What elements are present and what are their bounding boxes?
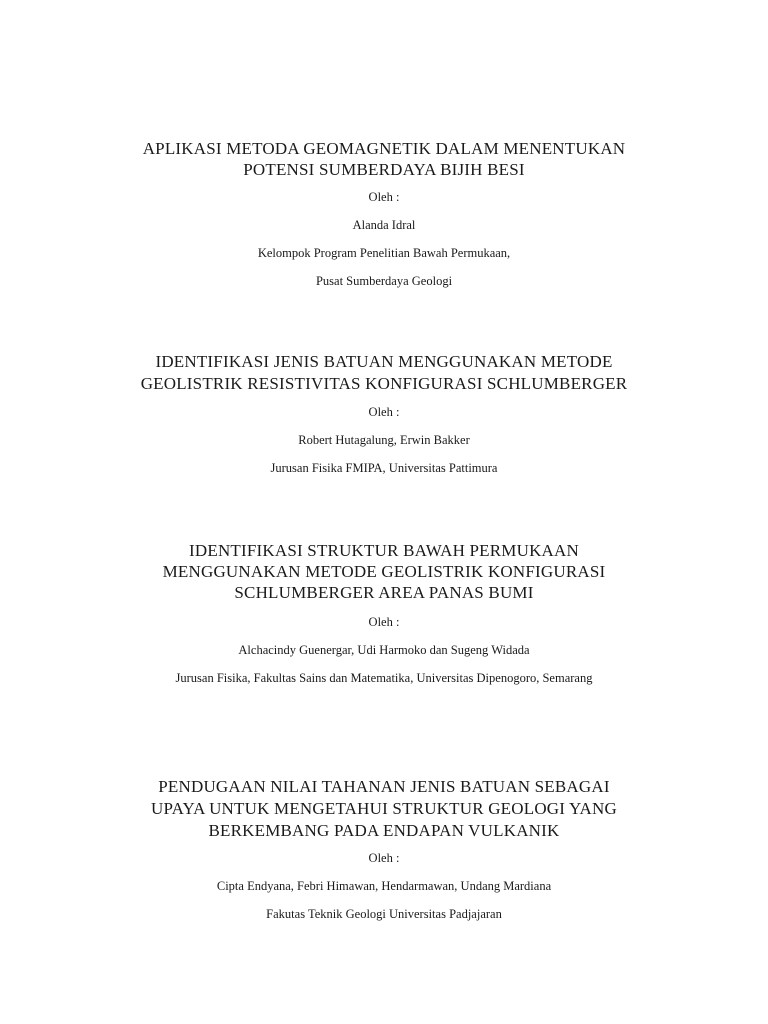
entry-3-affiliation-line-1: Jurusan Fisika, Fakultas Sains dan Matematika, Universitas Dipenogoro, Semarang xyxy=(175,671,593,685)
entry-4-title-line-3: BERKEMBANG PADA ENDAPAN VULKANIK xyxy=(208,821,560,840)
entry-4-title-line-1: PENDUGAAN NILAI TAHANAN JENIS BATUAN SEBAGAI xyxy=(158,777,610,796)
entry-1-authors: Alanda Idral xyxy=(352,218,416,232)
entry-1-title-line-2: POTENSI SUMBERDAYA BIJIH BESI xyxy=(243,160,525,179)
entry-1-affiliation-line-2: Pusat Sumberdaya Geologi xyxy=(315,274,453,288)
entry-3-authors: Alchacindy Guenergar, Udi Harmoko dan Sugeng Widada xyxy=(238,643,530,657)
entry-1-by-label: Oleh : xyxy=(368,190,400,204)
entry-2-title-line-1: IDENTIFIKASI JENIS BATUAN MENGGUNAKAN METODE xyxy=(155,352,613,371)
entry-2-authors: Robert Hutagalung, Erwin Bakker xyxy=(298,433,470,447)
entry-3-title-line-3: SCHLUMBERGER AREA PANAS BUMI xyxy=(234,583,534,602)
entry-2-title-line-2: GEOLISTRIK RESISTIVITAS KONFIGURASI SCHLUMBERGER xyxy=(140,374,628,393)
entry-1-affiliation-line-1: Kelompok Program Penelitian Bawah Permukaan, xyxy=(257,246,511,260)
entry-4-affiliation-line-1: Fakutas Teknik Geologi Universitas Padjajaran xyxy=(266,907,502,921)
entry-4-title-line-2: UPAYA UNTUK MENGETAHUI STRUKTUR GEOLOGI YANG xyxy=(151,799,617,818)
entry-1-title-line-1: APLIKASI METODA GEOMAGNETIK DALAM MENENTUKAN xyxy=(142,139,626,158)
entry-3-by-label: Oleh : xyxy=(368,615,400,629)
entry-2-by-label: Oleh : xyxy=(368,405,400,419)
entry-3-title-line-1: IDENTIFIKASI STRUKTUR BAWAH PERMUKAAN xyxy=(189,541,579,560)
entry-2-affiliation-line-1: Jurusan Fisika FMIPA, Universitas Pattimura xyxy=(270,461,498,475)
entry-4-by-label: Oleh : xyxy=(368,851,400,865)
entry-3-title-line-2: MENGGUNAKAN METODE GEOLISTRIK KONFIGURASI xyxy=(162,562,606,581)
entry-4-authors: Cipta Endyana, Febri Himawan, Hendarmawan, Undang Mardiana xyxy=(216,879,552,893)
